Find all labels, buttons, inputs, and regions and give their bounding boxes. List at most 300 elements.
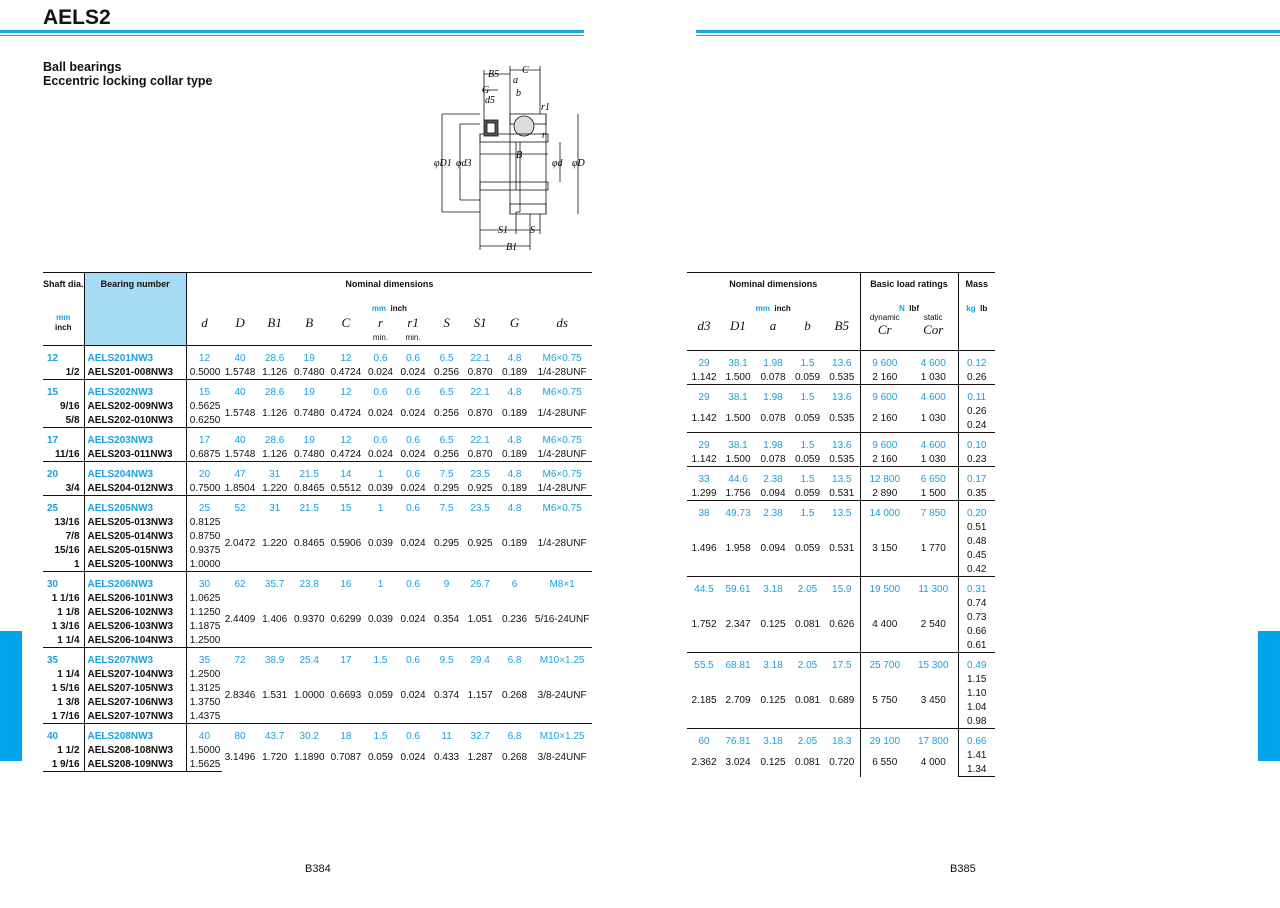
header-rule-left (0, 30, 584, 33)
metric-dim-cell: 6.5 (430, 428, 464, 448)
col-s: S (443, 315, 450, 330)
table-row (43, 496, 592, 516)
metric-dim-cell: 23.5 (463, 462, 497, 482)
inch-value-cell: 0.094 (760, 487, 786, 499)
metric-value-cell: 13.6 (824, 433, 860, 453)
shaft-inch-cell: 1 3/8 (57, 696, 80, 708)
metric-dim-cell: 72 (222, 648, 258, 668)
col-c: C (341, 315, 351, 330)
mass-kg-cell: 0.10 (958, 433, 995, 453)
metric-value-cell: 49.73 (721, 501, 755, 521)
subtitle-type: Ball bearings (43, 60, 122, 74)
shaft-mm-cell: 35 (43, 648, 84, 668)
inch-dim-cell: 1/4-28UNF (537, 537, 587, 549)
bearing-group (43, 724, 592, 772)
load-group (687, 501, 995, 577)
metric-value-cell: 3.18 (755, 729, 791, 749)
metric-dim-cell: 4.8 (497, 496, 532, 516)
bearing-number-cell: AELS201NW3 (84, 346, 186, 366)
inch-value-cell: 1.142 (691, 412, 717, 424)
table-row (687, 596, 995, 610)
mass-lb-cell: 0.74 (967, 597, 987, 609)
metric-dim-cell: 31 (258, 462, 292, 482)
metric-dim-cell: 7.5 (430, 496, 464, 516)
metric-value-cell: 68.81 (721, 653, 755, 673)
table-row (687, 748, 995, 762)
metric-dim-cell: 35 (186, 648, 222, 668)
metric-dim-cell: 12 (327, 428, 365, 448)
metric-dim-cell: 0.6 (396, 648, 430, 668)
inch-value-cell: 4 400 (872, 618, 898, 630)
dimensions-table-left (43, 272, 592, 772)
inch-dim-cell: 0.189 (502, 366, 528, 378)
inch-dim-cell: 0.236 (502, 613, 528, 625)
metric-dim-cell: 23.5 (463, 496, 497, 516)
bearing-number-cell: AELS208NW3 (84, 724, 186, 744)
metric-dim-cell: 4.8 (497, 462, 532, 482)
metric-dim-cell: 6.8 (497, 648, 532, 668)
bearing-number-cell: AELS207-105NW3 (84, 681, 186, 695)
metric-value-cell: 1.5 (791, 433, 824, 453)
inch-dim-cell: 0.4724 (330, 366, 362, 378)
metric-value-cell: 33 (687, 467, 721, 487)
bearing-number-cell: AELS208-108NW3 (84, 743, 186, 757)
inch-dim-cell: 1.126 (262, 448, 288, 460)
inch-dim-cell: 0.433 (434, 751, 460, 763)
metric-value-cell: 19 500 (860, 577, 909, 597)
inch-dim-cell: 0.189 (502, 407, 528, 419)
header-rule-left-thin (0, 35, 584, 36)
table-row (687, 351, 995, 371)
metric-value-cell: 12 800 (860, 467, 909, 487)
mass-lb-cell: 0.26 (967, 371, 987, 383)
inch-value-cell: 0.125 (760, 618, 786, 630)
table-row (687, 653, 995, 673)
shaft-inch-cell: 1 3/16 (51, 620, 80, 632)
inch-value-cell: 0.081 (794, 756, 821, 768)
metric-dim-cell: 38.9 (258, 648, 292, 668)
inch-dim-cell: 0.024 (400, 537, 426, 549)
inch-dim-cell: 0.024 (367, 448, 393, 460)
inch-value-cell: 3 150 (872, 542, 898, 554)
mass-lb-cell: 0.45 (967, 549, 987, 561)
metric-value-cell: 60 (687, 729, 721, 749)
metric-dim-cell: 6.5 (430, 380, 464, 400)
inch-dim-cell: 0.4724 (330, 407, 362, 419)
shaft-inch-cell: 1 1/2 (57, 744, 80, 756)
mass-lb-cell: 0.61 (967, 639, 987, 651)
mass-lb-cell: 1.04 (967, 701, 987, 713)
mass-kg-cell: 0.20 (958, 501, 995, 521)
inch-value-cell: 2 160 (872, 412, 898, 424)
inch-dim-cell: 0.295 (434, 482, 460, 494)
header-nominal-dimensions-right: Nominal dimensions (687, 273, 860, 304)
metric-dim-cell: 19 (291, 346, 327, 366)
inch-value-cell: 1.142 (691, 453, 717, 465)
inch-dim-cell: 3/8-24UNF (537, 689, 587, 701)
metric-value-cell: 2.38 (755, 467, 791, 487)
bearing-number-cell: AELS202-009NW3 (84, 399, 186, 413)
inch-dim-cell: 0.256 (434, 448, 460, 460)
header-basic-load-ratings: Basic load ratings (860, 273, 958, 304)
inch-dim-cell: 2.4409 (224, 613, 256, 625)
inch-value-cell: 1.958 (725, 542, 751, 554)
inch-dim-cell: 1.220 (262, 537, 288, 549)
inch-value-cell: 1.142 (691, 371, 717, 383)
inch-value-cell: 0.094 (760, 542, 786, 554)
shaft-inch-cell: 5/8 (65, 414, 80, 426)
inch-value-cell: 1.500 (725, 453, 751, 465)
inch-value-cell: 0.078 (760, 453, 786, 465)
inch-value-cell: 0.535 (824, 370, 860, 385)
inch-value-cell: 2 160 (872, 453, 898, 465)
inch-bore-cell: 0.5000 (189, 366, 221, 378)
header-mass: Mass (958, 273, 995, 304)
metric-value-cell: 44.6 (721, 467, 755, 487)
mass-lb-cell: 1.34 (958, 762, 995, 777)
table-row (43, 447, 592, 462)
inch-dim-cell: 0.7480 (293, 448, 325, 460)
diagram-label-r1: r1 (541, 102, 550, 113)
metric-value-cell: 13.6 (824, 385, 860, 405)
bearing-number-cell: AELS207-104NW3 (84, 667, 186, 681)
metric-value-cell: 2.05 (791, 653, 824, 673)
metric-dim-cell: 9.5 (430, 648, 464, 668)
bearing-number-cell: AELS207-107NW3 (84, 709, 186, 724)
bearing-number-cell: AELS201-008NW3 (84, 365, 186, 380)
inch-value-cell: 3.024 (725, 756, 751, 768)
mass-kg-cell: 0.11 (958, 385, 995, 405)
inch-bore-cell: 0.9375 (189, 544, 221, 556)
table-row (687, 370, 995, 385)
header-shaft-units: mm inch (55, 313, 72, 332)
shaft-mm-cell: 40 (43, 724, 84, 744)
shaft-mm-cell: 30 (43, 572, 84, 592)
inch-dim-cell: 1/4-28UNF (537, 482, 587, 494)
inch-value-cell: 0.125 (760, 756, 786, 768)
metric-dim-cell: 1.5 (365, 724, 397, 744)
metric-value-cell: 1.98 (755, 385, 791, 405)
load-ratings-table-right (687, 272, 995, 777)
inch-dim-cell: 0.6693 (330, 689, 362, 701)
inch-dim-cell: 0.7480 (293, 366, 325, 378)
inch-dim-cell: 0.8465 (293, 482, 325, 494)
shaft-mm-cell: 25 (43, 496, 84, 516)
diagram-label-b5: B5 (488, 69, 500, 80)
metric-dim-cell: 0.6 (365, 428, 397, 448)
metric-dim-cell: 30.2 (291, 724, 327, 744)
table-row (687, 672, 995, 686)
inch-value-cell: 0.689 (824, 672, 860, 729)
bearing-number-cell: AELS207NW3 (84, 648, 186, 668)
inch-dim-cell: 1.051 (467, 613, 493, 625)
metric-dim-cell: 0.6 (365, 380, 397, 400)
bearing-number-cell: AELS205NW3 (84, 496, 186, 516)
diagram-label-s: S (530, 225, 535, 236)
inch-dim-cell: 0.189 (502, 482, 528, 494)
inch-value-cell: 1.752 (691, 618, 717, 630)
inch-dim-cell: 0.024 (400, 689, 426, 701)
table-row (43, 365, 592, 380)
header-units: mm inch (371, 303, 407, 313)
header-mass-units: kg lb (966, 303, 988, 313)
shaft-inch-cell: 3/4 (65, 482, 80, 494)
metric-dim-cell: 40 (222, 346, 258, 366)
inch-bore-cell: 0.5625 (189, 400, 221, 412)
metric-dim-cell: 11 (430, 724, 464, 744)
inch-dim-cell: 0.024 (367, 366, 393, 378)
inch-value-cell: 1 030 (909, 404, 958, 433)
metric-dim-cell: 4.8 (497, 380, 532, 400)
metric-dim-cell: 22.1 (463, 346, 497, 366)
inch-bore-cell: 0.6875 (189, 448, 221, 460)
metric-dim-cell: 47 (222, 462, 258, 482)
metric-dim-cell: 40 (222, 380, 258, 400)
metric-dim-cell: 22.1 (463, 380, 497, 400)
col-d: d (201, 315, 208, 330)
col-r1: r1 (407, 315, 419, 330)
table-row (687, 385, 995, 405)
inch-dim-cell: 1/4-28UNF (537, 448, 587, 460)
header-shaft: Shaft dia. (43, 273, 84, 304)
metric-value-cell: 38.1 (721, 433, 755, 453)
bearing-group (43, 462, 592, 496)
inch-dim-cell: 2.8346 (224, 689, 256, 701)
metric-dim-cell: 23.8 (291, 572, 327, 592)
inch-bore-cell: 1.3750 (189, 696, 221, 708)
load-group (687, 729, 995, 777)
metric-dim-cell: 20 (186, 462, 222, 482)
col-r: r (377, 315, 384, 330)
col-s1: S1 (473, 315, 487, 330)
col-cr: dynamic Cr (869, 313, 900, 337)
table-row (687, 452, 995, 467)
metric-value-cell: 17.5 (824, 653, 860, 673)
page-title: AELS2 (43, 6, 111, 29)
inch-dim-cell: 0.9370 (293, 613, 325, 625)
inch-value-cell: 0.081 (794, 694, 821, 706)
bearing-number-cell: AELS204NW3 (84, 462, 186, 482)
metric-dim-cell: 12 (186, 346, 222, 366)
metric-dim-cell: 15 (186, 380, 222, 400)
metric-dim-cell: 6.8 (497, 724, 532, 744)
inch-value-cell: 1 770 (909, 520, 958, 577)
inch-value-cell: 2 160 (872, 371, 898, 383)
table-row (43, 481, 592, 496)
mass-lb-cell: 0.66 (967, 625, 987, 637)
load-group (687, 653, 995, 729)
metric-dim-cell: 12 (327, 380, 365, 400)
inch-bore-cell: 1.2500 (189, 668, 221, 680)
metric-value-cell: 25 700 (860, 653, 909, 673)
metric-dim-cell: 35.7 (258, 572, 292, 592)
inch-dim-cell: 0.024 (400, 448, 426, 460)
metric-value-cell: 29 (687, 433, 721, 453)
inch-dim-cell: 3.1496 (224, 751, 256, 763)
metric-dim-cell: 0.6 (396, 572, 430, 592)
metric-dim-cell: 15 (327, 496, 365, 516)
inch-value-cell: 2.185 (691, 694, 717, 706)
col-d1: D1 (730, 317, 746, 333)
metric-dim-cell: M10×1.25 (532, 648, 592, 668)
shaft-inch-cell: 1 7/16 (51, 710, 80, 722)
table-row (687, 433, 995, 453)
metric-dim-cell: 0.6 (396, 462, 430, 482)
metric-dim-cell: 0.6 (365, 346, 397, 366)
mass-lb-cell: 0.42 (967, 563, 987, 575)
inch-value-cell: 1.299 (691, 487, 717, 499)
inch-value-cell: 0.059 (794, 371, 821, 383)
table-row (43, 572, 592, 592)
diagram-label-phi-big-d: φD (572, 158, 585, 169)
shaft-inch-cell: 1 5/16 (51, 682, 80, 694)
metric-value-cell: 13.6 (824, 351, 860, 371)
metric-dim-cell: 19 (291, 380, 327, 400)
shaft-mm-cell: 20 (43, 462, 84, 482)
inch-bore-cell: 1.1250 (189, 606, 221, 618)
mass-lb-cell: 0.98 (967, 715, 987, 727)
header-nominal-dimensions: Nominal dimensions (186, 273, 592, 304)
bearing-number-cell: AELS204-012NW3 (84, 481, 186, 496)
shaft-inch-cell: 9/16 (60, 400, 80, 412)
metric-value-cell: 15 300 (909, 653, 958, 673)
bearing-number-cell: AELS202-010NW3 (84, 413, 186, 428)
mass-lb-cell: 1.41 (967, 749, 987, 761)
inch-bore-cell: 0.8750 (189, 530, 221, 542)
shaft-inch-cell: 1 9/16 (43, 757, 84, 772)
inch-dim-cell: 0.5512 (330, 482, 362, 494)
inch-bore-cell: 1.5000 (189, 744, 221, 756)
metric-dim-cell: 22.1 (463, 428, 497, 448)
metric-value-cell: 2.05 (791, 577, 824, 597)
inch-dim-cell: 1.5748 (224, 366, 256, 378)
metric-dim-cell: 25.4 (291, 648, 327, 668)
inch-dim-cell: 0.870 (467, 366, 493, 378)
shaft-mm-cell: 15 (43, 380, 84, 400)
metric-value-cell: 1.5 (791, 501, 824, 521)
metric-value-cell: 76.81 (721, 729, 755, 749)
table-row (43, 428, 592, 448)
subtitle-variant: Eccentric locking collar type (43, 74, 213, 88)
diagram-label-b-width: B (516, 150, 523, 161)
inch-value-cell: 0.059 (794, 487, 821, 499)
shaft-inch-cell: 13/16 (54, 516, 80, 528)
table-row (687, 404, 995, 418)
metric-dim-cell: 32.7 (463, 724, 497, 744)
inch-dim-cell: 0.189 (502, 537, 528, 549)
inch-dim-cell: 1/4-28UNF (537, 366, 587, 378)
metric-value-cell: 7 850 (909, 501, 958, 521)
mass-lb-cell: 1.10 (967, 687, 987, 699)
col-g: G (509, 315, 520, 330)
inch-value-cell: 1.500 (725, 371, 751, 383)
min-r1: min. (405, 333, 421, 342)
header-load-units: N lbf (860, 303, 958, 313)
col-big-d: D (235, 315, 245, 330)
shaft-inch-cell: 11/16 (55, 448, 80, 460)
inch-dim-cell: 1.126 (262, 366, 288, 378)
inch-dim-cell: 0.024 (400, 482, 426, 494)
inch-dim-cell: 0.039 (367, 537, 393, 549)
inch-dim-cell: 5/16-24UNF (534, 613, 590, 625)
metric-value-cell: 38.1 (721, 385, 755, 405)
metric-dim-cell: 40 (222, 428, 258, 448)
mass-lb-cell: 0.51 (967, 521, 987, 533)
inch-value-cell: 0.531 (824, 520, 860, 577)
mass-lb-cell: 1.15 (967, 673, 987, 685)
mass-kg-cell: 0.12 (958, 351, 995, 371)
metric-value-cell: 15.9 (824, 577, 860, 597)
shaft-inch-cell: 1/2 (65, 366, 80, 378)
table-row (687, 501, 995, 521)
bearing-number-cell: AELS205-013NW3 (84, 515, 186, 529)
metric-value-cell: 9 600 (860, 433, 909, 453)
metric-dim-cell: 25 (186, 496, 222, 516)
inch-bore-cell: 1.0000 (189, 558, 221, 570)
inch-bore-cell: 1.3125 (189, 682, 221, 694)
bearing-number-cell: AELS206-101NW3 (84, 591, 186, 605)
shaft-inch-cell: 1 (73, 558, 80, 570)
diagram-label-a: a (513, 75, 518, 86)
page-number-left: B384 (305, 863, 331, 875)
bearing-number-cell: AELS202NW3 (84, 380, 186, 400)
inch-value-cell: 2 890 (872, 487, 898, 499)
inch-value-cell: 0.125 (760, 694, 786, 706)
mass-lb-cell: 0.23 (967, 453, 987, 465)
inch-value-cell: 0.535 (824, 452, 860, 467)
shaft-inch-cell: 1 1/4 (57, 634, 80, 646)
inch-value-cell: 0.078 (760, 371, 786, 383)
metric-value-cell: 13.5 (824, 501, 860, 521)
table-row (43, 667, 592, 681)
bearing-number-cell: AELS207-106NW3 (84, 695, 186, 709)
bearing-number-cell: AELS203NW3 (84, 428, 186, 448)
table-row (43, 462, 592, 482)
table-row (43, 515, 592, 529)
metric-dim-cell: 40 (186, 724, 222, 744)
header-units-right: mm inch (687, 303, 860, 313)
inch-dim-cell: 0.256 (434, 407, 460, 419)
inch-dim-cell: 1.157 (467, 689, 493, 701)
edge-tab-right (1258, 631, 1280, 761)
bearing-number-cell: AELS206NW3 (84, 572, 186, 592)
metric-dim-cell: 28.6 (258, 346, 292, 366)
diagram-label-b1: B1 (506, 242, 518, 253)
table-row (43, 743, 592, 757)
metric-value-cell: 1.98 (755, 351, 791, 371)
inch-value-cell: 1.500 (725, 412, 751, 424)
metric-dim-cell: 21.5 (291, 496, 327, 516)
inch-dim-cell: 0.268 (502, 689, 528, 701)
col-ds: ds (556, 315, 568, 330)
metric-value-cell: 1.5 (791, 385, 824, 405)
col-b: B (305, 315, 314, 330)
inch-bore-cell: 1.0625 (189, 592, 221, 604)
metric-value-cell: 3.18 (755, 653, 791, 673)
load-group (687, 433, 995, 467)
diagram-label-b: b (516, 88, 521, 99)
inch-dim-cell: 0.6299 (330, 613, 362, 625)
metric-dim-cell: 29.4 (463, 648, 497, 668)
inch-dim-cell: 0.4724 (330, 448, 362, 460)
inch-dim-cell: 3/8-24UNF (537, 751, 587, 763)
bearing-group (43, 428, 592, 462)
metric-value-cell: 2.05 (791, 729, 824, 749)
inch-value-cell: 2 540 (909, 596, 958, 653)
metric-dim-cell: 4.8 (497, 346, 532, 366)
inch-dim-cell: 0.354 (434, 613, 460, 625)
table-row (687, 486, 995, 501)
